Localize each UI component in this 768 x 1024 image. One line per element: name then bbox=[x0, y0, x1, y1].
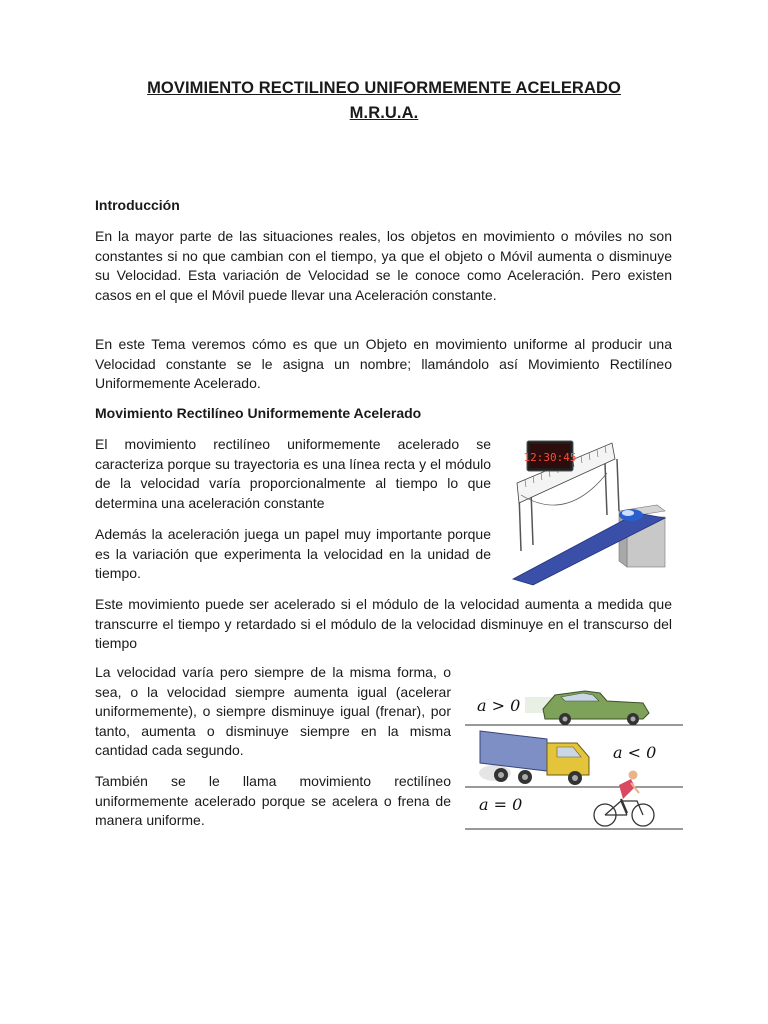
intro-paragraph-1: En la mayor parte de las situaciones reales, los objetos en movimiento o móviles no son constantes si no que cambian con el tiempo, ya que el objeto o Móvil aumenta o disminuye su Velocidad. Esta variación de Velocidad se le conoce como Aceleración. Pero existen casos en el que el Móvil puede llevar una Aceleración constante. bbox=[95, 228, 672, 303]
ramp-experiment-figure bbox=[507, 433, 677, 588]
mrua-paragraph-1: El movimiento rectilíneo uniformemente acelerado se caracteriza porque su trayectoria es una línea recta y el módulo de la velocidad varía proporcionalmente al tiempo lo que determina una aceleración constante bbox=[95, 436, 491, 511]
digital-timer bbox=[524, 441, 577, 471]
mrua-paragraph-3: Este movimiento puede ser acelerado si el módulo de la velocidad aumenta a medida que transcurre el tiempo y retardado si el módulo de la velocidad disminuye en el transcurso del tiempo bbox=[95, 596, 672, 652]
mrua-paragraph-2: Además la aceleración juega un papel muy importante porque es la variación que experimenta la velocidad en la unidad de tiempo. bbox=[95, 526, 491, 582]
page-title-line1: MOVIMIENTO RECTILINEO UNIFORMEMENTE ACELERADO bbox=[147, 79, 621, 97]
label-a-positive: a > 0 bbox=[477, 696, 521, 715]
page-title-line2: M.R.U.A. bbox=[349, 104, 419, 122]
mrua-heading: Movimiento Rectilíneo Uniformemente Acelerado bbox=[95, 405, 422, 421]
timer-display: 12:30:45 bbox=[523, 451, 577, 464]
mrua-paragraph-4: La velocidad varía pero siempre de la misma forma, o sea, o la velocidad siempre aumenta igual (acelerar uniformemente), o siempre disminuye igual (frenar), por tanto, aumenta o disminuye siempre en la misma cantidad cada segundo. bbox=[95, 664, 451, 759]
label-a-negative: a < 0 bbox=[613, 743, 657, 762]
toy-car-icon bbox=[619, 509, 643, 521]
mrua-paragraph-5: También se le llama movimiento rectilíneo uniformemente acelerado porque se acelera o frena de manera uniforme. bbox=[95, 773, 451, 829]
label-a-zero: a = 0 bbox=[479, 795, 523, 814]
intro-paragraph-2: En este Tema veremos cómo es que un Objeto en movimiento uniforme al producir una Velocidad constante se le asigna un nombre; llamándolo así Movimiento Rectilíneo Uniformemente Acelerado. bbox=[95, 336, 672, 392]
intro-heading: Introducción bbox=[95, 197, 180, 213]
acceleration-comparison-figure bbox=[465, 683, 683, 831]
